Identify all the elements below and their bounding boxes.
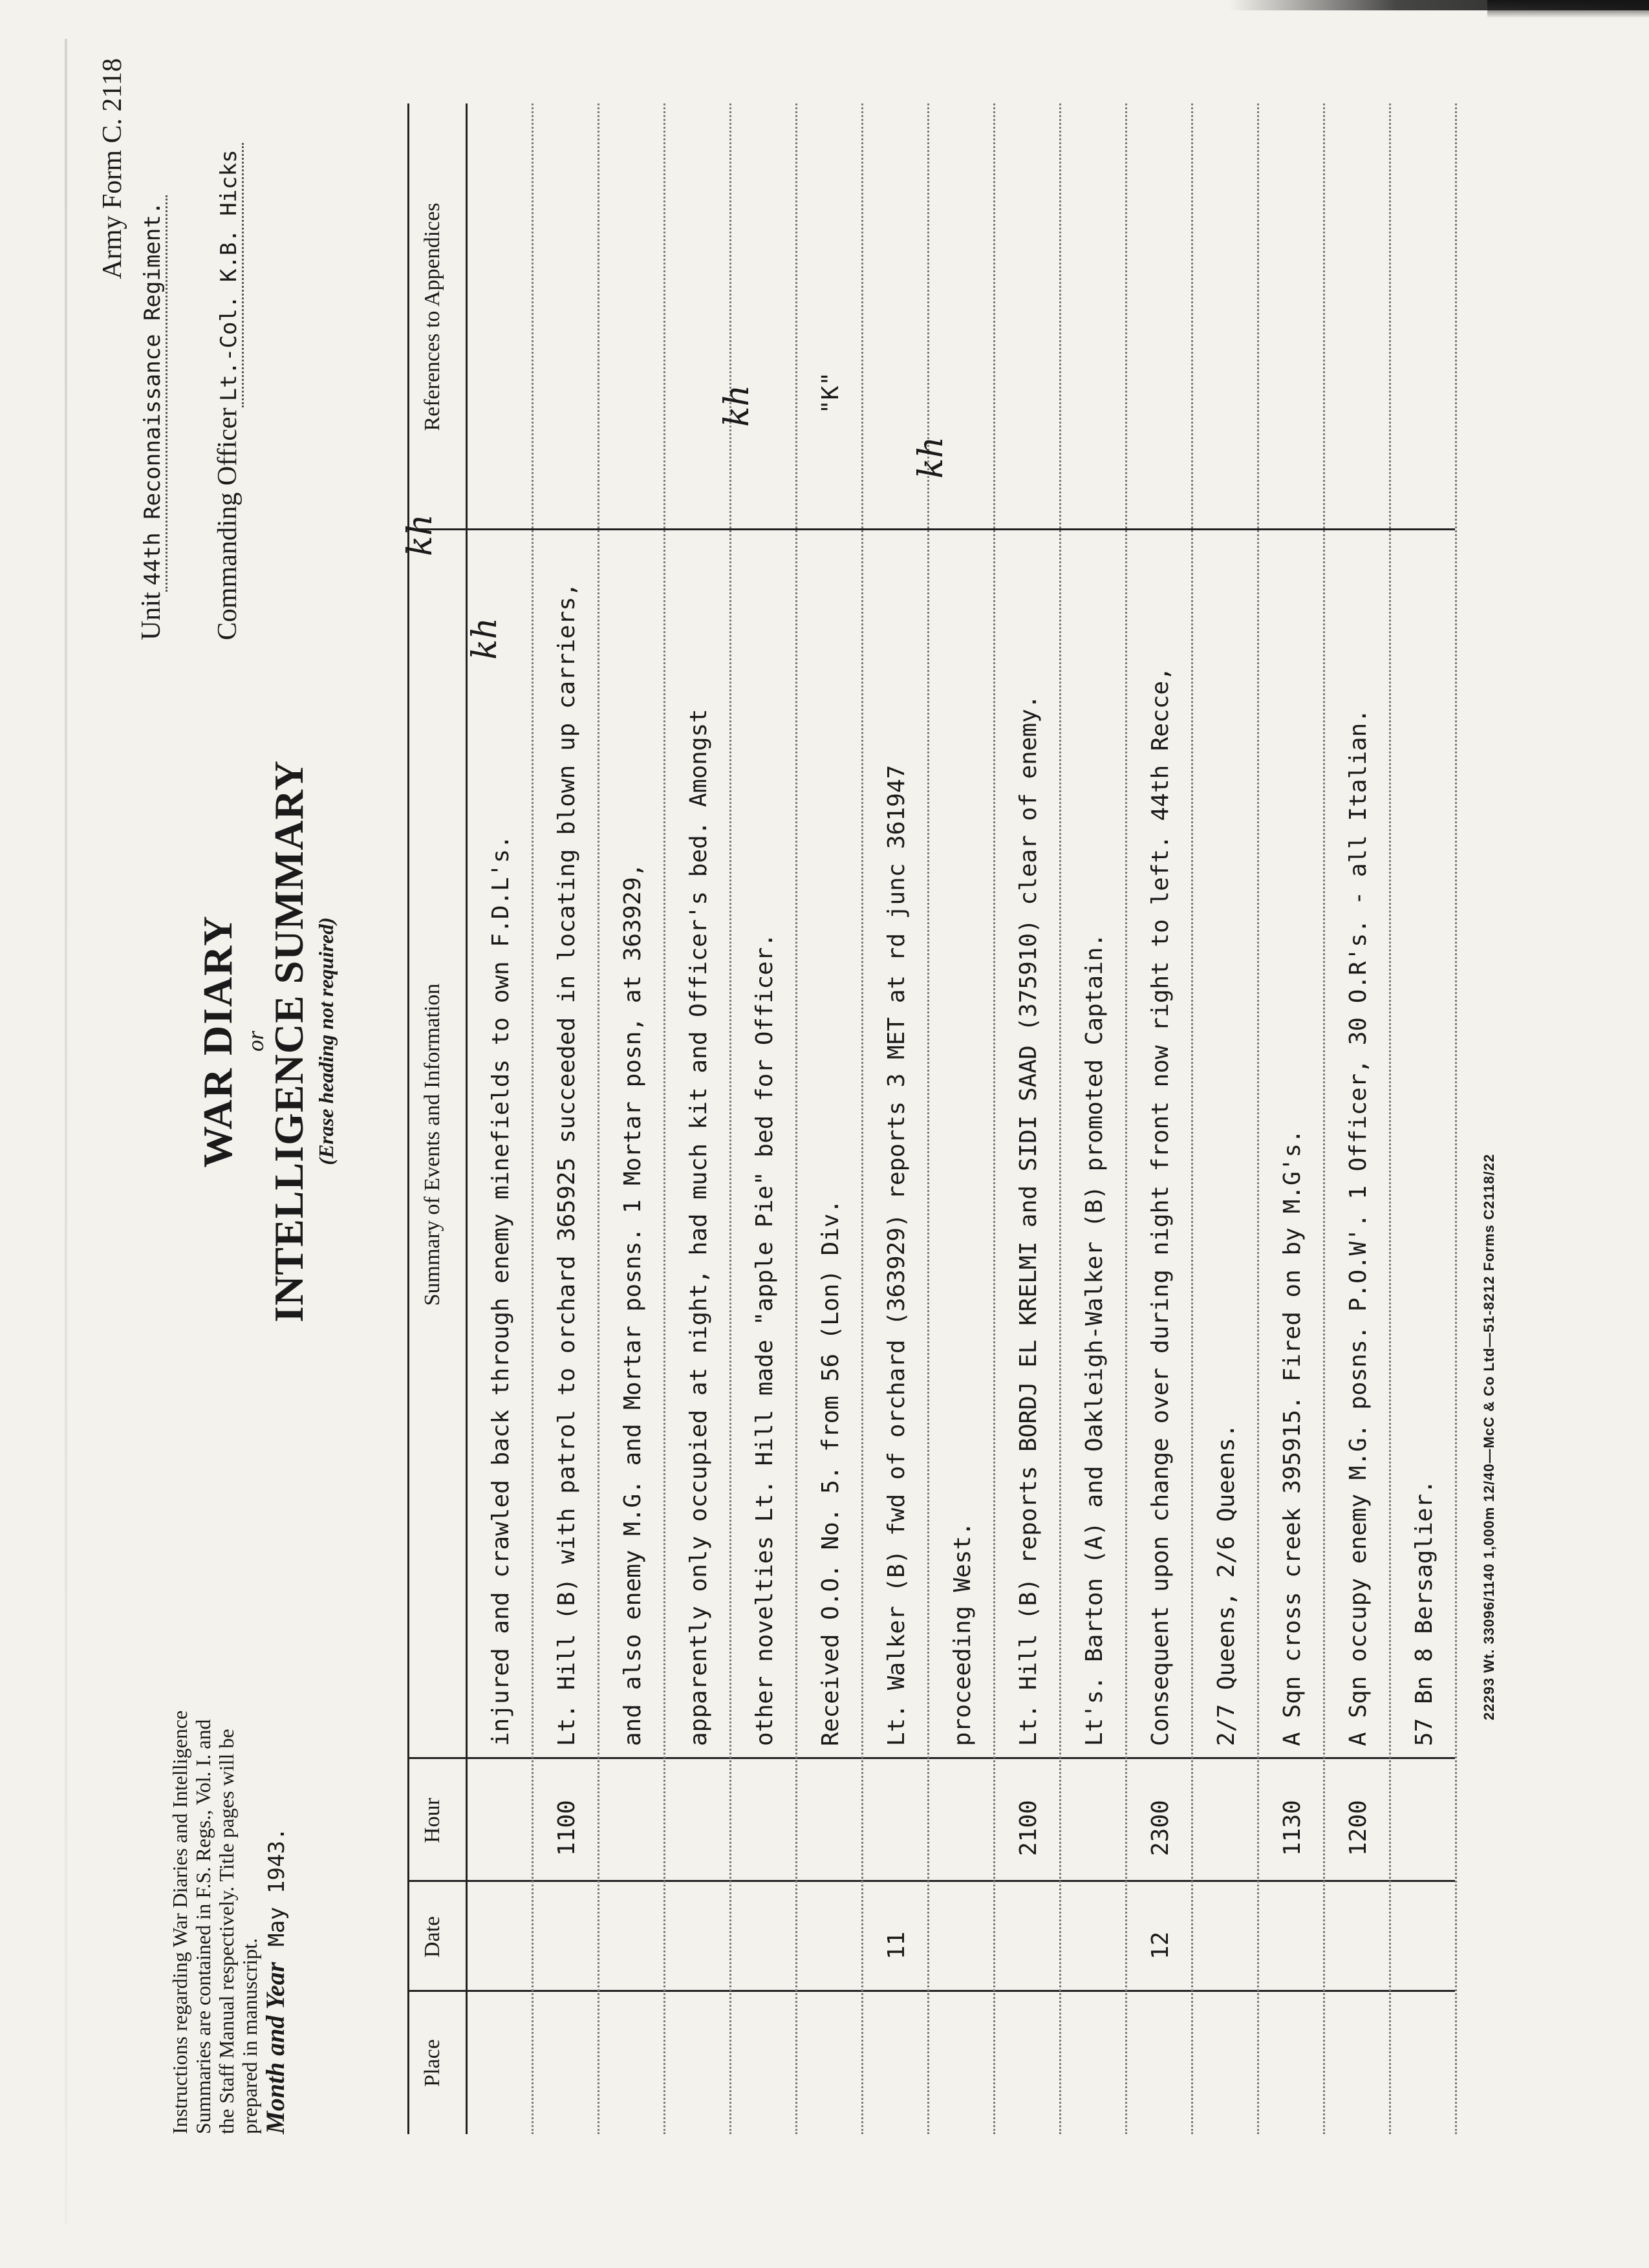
header-hour: Hour bbox=[420, 1798, 444, 1843]
row-date: 12 bbox=[1147, 1931, 1174, 1960]
row-summary: injured and crawled back through enemy minefields to own F.D.L's. bbox=[488, 835, 514, 1746]
row-divider bbox=[1059, 103, 1061, 2134]
row-divider bbox=[663, 103, 665, 2134]
col-divider-place bbox=[407, 1990, 1455, 1992]
row-hour: 2300 bbox=[1147, 1800, 1174, 1856]
row-summary: Lt's. Barton (A) and Oakleigh-Walker (B) promoted Captain. bbox=[1081, 933, 1108, 1746]
page-fold-shadow bbox=[65, 39, 67, 2225]
row-divider bbox=[861, 103, 863, 2134]
unit-block bbox=[97, 58, 243, 640]
col-divider-summary bbox=[407, 528, 1455, 530]
title-note: (Erase heading not required) bbox=[314, 917, 338, 1165]
row-reference: "K" bbox=[817, 371, 844, 414]
row-summary: Lt. Hill (B) reports BORDJ EL KRELMI and SIDI SAAD (375910) clear of enemy. bbox=[1015, 695, 1042, 1746]
printer-imprint: 22293 Wt. 33096/1140 1,000m 12/40—McC & Co Ltd—51-8212 Forms C2118/22 bbox=[1481, 1153, 1497, 1720]
row-divider bbox=[532, 103, 534, 2134]
row-summary: apparently only occupied at night, had much kit and Officer's bed. Amongst bbox=[685, 709, 712, 1746]
row-divider bbox=[993, 103, 995, 2134]
scan-corner-artifact bbox=[1487, 0, 1649, 18]
unit-row bbox=[136, 58, 167, 640]
row-divider bbox=[795, 103, 797, 2134]
row-hour: 1200 bbox=[1345, 1800, 1372, 1856]
handwritten-initials: kh bbox=[718, 385, 757, 427]
handwritten-initials: kh bbox=[912, 437, 951, 479]
diary-table bbox=[407, 103, 1455, 2134]
co-label: Commanding Officer bbox=[213, 407, 242, 640]
title-block bbox=[194, 653, 338, 1429]
col-divider-hour bbox=[407, 1757, 1455, 1759]
row-hour: 2100 bbox=[1015, 1800, 1042, 1856]
row-summary: and also enemy M.G. and Mortar posns. 1 Mortar posn, at 363929, bbox=[620, 863, 646, 1746]
unit-label: Unit bbox=[136, 592, 166, 640]
unit-value: 44th Reconnaissance Regiment. bbox=[140, 195, 167, 592]
month-year bbox=[261, 1694, 290, 2134]
title-war-diary: WAR DIARY bbox=[195, 914, 241, 1168]
co-value: Lt.-Col. K.B. Hicks bbox=[216, 143, 244, 407]
row-summary: A Sqn cross creek 395915. Fired on by M.G's. bbox=[1279, 1129, 1306, 1746]
handwritten-initials: kh bbox=[466, 618, 504, 660]
month-year-value: May 1943. bbox=[264, 1827, 290, 1947]
row-summary: Lt. Hill (B) with patrol to orchard 365925 succeeded in locating blown up carriers, bbox=[554, 583, 580, 1746]
row-divider bbox=[1323, 103, 1325, 2134]
row-summary: proceeding West. bbox=[949, 1522, 976, 1746]
month-year-label: Month and Year bbox=[261, 1961, 290, 2134]
commanding-officer-row bbox=[212, 58, 243, 640]
instructions-text: Instructions regarding War Diaries and Intelligence Summaries are contained in F.S. Regs., Vol. I. and the Staff Manual respectively. Title pages will be prepared in manuscript. bbox=[168, 1710, 261, 2134]
row-hour: 1100 bbox=[554, 1800, 580, 1856]
row-divider bbox=[1257, 103, 1259, 2134]
col-divider-date bbox=[407, 1880, 1455, 1882]
header-summary: Summary of Events and Information bbox=[420, 983, 444, 1306]
row-summary: 57 Bn 8 Bersaglier. bbox=[1411, 1480, 1438, 1746]
table-header-rule bbox=[466, 103, 468, 2134]
row-divider bbox=[1455, 103, 1457, 2134]
row-divider bbox=[598, 103, 599, 2134]
row-summary: Received O.O. No. 5. from 56 (Lon) Div. bbox=[817, 1199, 844, 1746]
table-top-rule bbox=[407, 103, 409, 2134]
row-summary: Lt. Walker (B) fwd of orchard (363929) reports 3 MET at rd junc 361947 bbox=[883, 764, 910, 1746]
row-date: 11 bbox=[883, 1931, 910, 1960]
row-summary: 2/7 Queens, 2/6 Queens. bbox=[1213, 1423, 1240, 1746]
instructions-block bbox=[168, 1694, 288, 2134]
handwritten-initials: kh bbox=[401, 514, 440, 556]
title-intelligence-summary: INTELLIGENCE SUMMARY bbox=[266, 760, 312, 1323]
header-date: Date bbox=[420, 1916, 444, 1958]
row-hour: 1130 bbox=[1279, 1800, 1306, 1856]
row-divider bbox=[927, 103, 929, 2134]
row-divider bbox=[1125, 103, 1127, 2134]
header-place: Place bbox=[420, 2039, 444, 2087]
row-summary: other novelties Lt. Hill made "apple Pie" bed for Officer. bbox=[751, 933, 778, 1746]
title-or: or bbox=[242, 1031, 268, 1052]
row-summary: Consequent upon change over during night front now right to left. 44th Recce, bbox=[1147, 667, 1174, 1746]
header-references: References to Appendices bbox=[420, 202, 444, 431]
row-divider bbox=[1191, 103, 1193, 2134]
row-divider bbox=[1389, 103, 1391, 2134]
rotated-form bbox=[91, 39, 1565, 2173]
row-summary: A Sqn occupy enemy M.G. posns. P.O.W'. 1 Officer, 30 O.R's. - all Italian. bbox=[1345, 709, 1372, 1746]
army-form-number: Army Form C. 2118 bbox=[98, 58, 127, 279]
